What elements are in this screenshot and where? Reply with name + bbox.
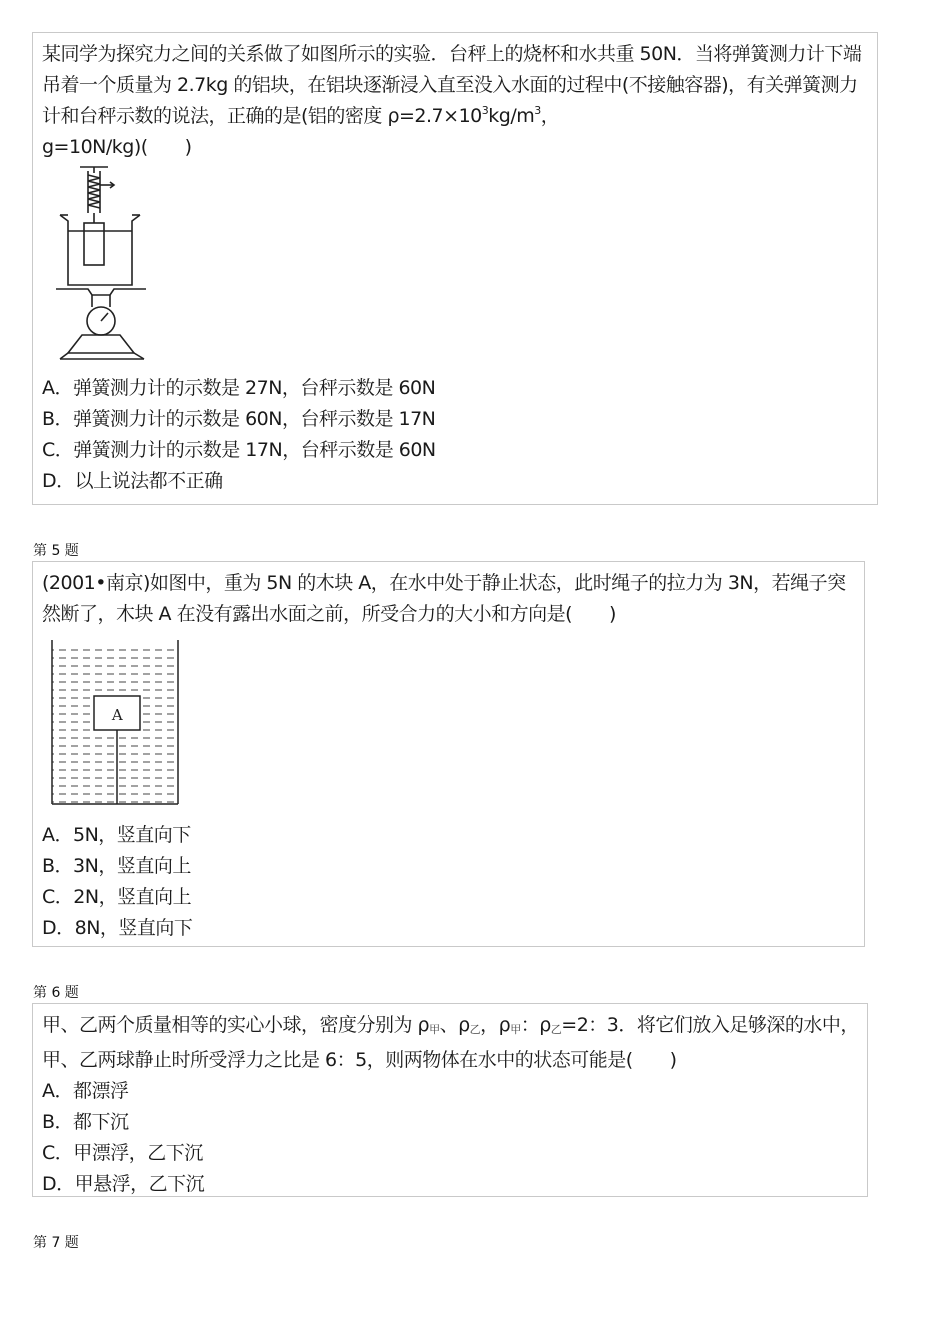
option-d[interactable]: D．8N，竖直向下 bbox=[42, 917, 193, 939]
question-5-label: 第 5 题 bbox=[33, 543, 79, 559]
question-5-box bbox=[32, 561, 865, 947]
option-d[interactable]: D．以上说法都不正确 bbox=[42, 470, 223, 492]
option-a[interactable]: A．都漂浮 bbox=[42, 1080, 129, 1102]
question-6-label: 第 6 题 bbox=[33, 985, 79, 1001]
question-4-box bbox=[32, 32, 878, 505]
option-c[interactable]: C．2N，竖直向上 bbox=[42, 886, 192, 908]
question-6-box bbox=[32, 1003, 868, 1197]
option-b[interactable]: B．都下沉 bbox=[42, 1111, 129, 1133]
option-d[interactable]: D．甲悬浮，乙下沉 bbox=[42, 1173, 205, 1195]
question-6-stem: 甲、乙两个质量相等的实心小球，密度分别为 ρ甲、ρ乙，ρ甲：ρ乙=2：3．将它们放入足够深的水中，甲、乙两球静止时所受浮力之比是 6：5，则两物体在水中的状态可能是( ) bbox=[42, 1014, 859, 1071]
option-c[interactable]: C．甲漂浮，乙下沉 bbox=[42, 1142, 203, 1164]
question-7-label: 第 7 题 bbox=[33, 1235, 79, 1251]
spring-scale-figure bbox=[48, 163, 158, 373]
option-c[interactable]: C．弹簧测力计的示数是 17N，台秤示数是 60N bbox=[42, 439, 436, 461]
block-a-label: A bbox=[111, 706, 123, 724]
water-tank-figure bbox=[46, 638, 186, 818]
question-4-stem: 某同学为探究力之间的关系做了如图所示的实验．台秤上的烧杯和水共重 50N．当将弹簧测力计下端吊着一个质量为 2.7kg 的铝块，在铝块逐渐浸入直至没入水面的过程中(不接触容器)，有关弹簧测力计和台秤示数的说法，正确的是(铝的密度 $\rho=2.7\times 10^3kg/m^3$， g=10N/kg)( ) bbox=[42, 43, 862, 158]
option-a[interactable]: A．弹簧测力计的示数是 27N，台秤示数是 60N bbox=[42, 377, 436, 399]
option-b[interactable]: B．弹簧测力计的示数是 60N，台秤示数是 17N bbox=[42, 408, 436, 430]
question-5-stem: (2001•南京)如图中，重为 5N 的木块 A，在水中处于静止状态，此时绳子的拉力为 3N，若绳子突然断了，木块 A 在没有露出水面之前，所受合力的大小和方向是( ) bbox=[42, 572, 846, 625]
option-b[interactable]: B．3N，竖直向上 bbox=[42, 855, 191, 877]
option-a[interactable]: A．5N，竖直向下 bbox=[42, 824, 191, 846]
